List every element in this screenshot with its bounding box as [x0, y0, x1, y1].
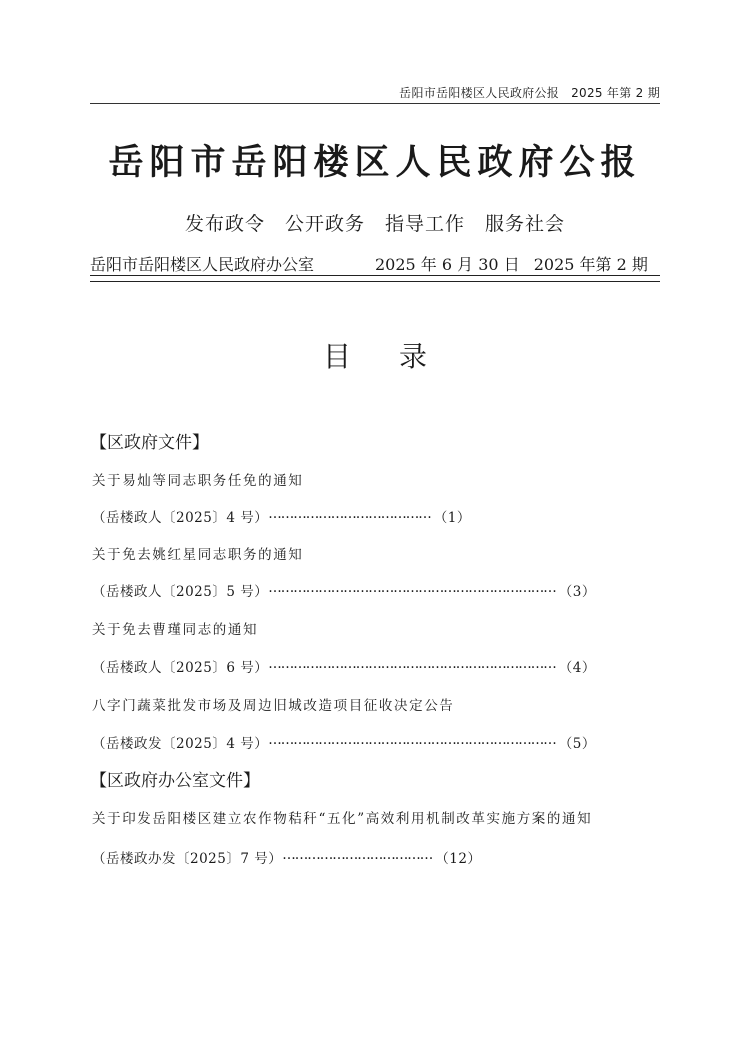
- toc-entry-page: （12）: [435, 851, 482, 867]
- toc-entry-title[interactable]: 关于免去曹瑾同志的通知: [92, 622, 259, 638]
- toc-entry-page: （4）: [558, 660, 596, 676]
- masthead-issuer: 岳阳市岳阳楼区人民政府办公室: [90, 255, 315, 274]
- toc-entry-page: （3）: [558, 584, 596, 600]
- toc-entry-leader: ……………………………………………………………: [268, 732, 556, 748]
- toc-entry-leader: ……………………………………………………………: [268, 580, 556, 596]
- toc-entry-ref-line[interactable]: [92, 506, 471, 526]
- masthead-motto: 发布政令 公开政务 指导工作 服务社会: [184, 213, 565, 235]
- masthead-rule-thick: [90, 275, 660, 282]
- toc-entry-ref: （岳楼政办发〔2025〕7 号）: [92, 851, 283, 867]
- toc-entry-title[interactable]: 关于免去姚红星同志职务的通知: [92, 547, 304, 563]
- toc-entry-ref-line[interactable]: [92, 847, 481, 867]
- masthead-issue: 2025 年第 2 期: [533, 255, 648, 274]
- toc-entry-title[interactable]: 关于印发岳阳楼区建立农作物秸秆“五化”高效利用机制改革实施方案的通知: [92, 811, 593, 827]
- toc-entry-title[interactable]: 关于易灿等同志职务任免的通知: [92, 473, 304, 489]
- toc-entry-ref-line[interactable]: [92, 656, 596, 676]
- section-heading-district-government: 【区政府文件】: [90, 433, 209, 453]
- toc-entry-ref-line[interactable]: [92, 732, 596, 752]
- masthead-title: 岳阳市岳阳楼区人民政府公报: [108, 142, 642, 183]
- masthead-date-issue: [375, 252, 648, 275]
- toc-title: 目录: [322, 340, 475, 373]
- toc-entry-page: （1）: [433, 510, 471, 526]
- running-header-publication: 岳阳市岳阳楼区人民政府公报: [399, 86, 560, 100]
- toc-entry-ref: （岳楼政人〔2025〕5 号）: [92, 584, 269, 600]
- toc-entry-leader: ……………………………………………………………: [268, 656, 556, 672]
- toc-entry-ref: （岳楼政人〔2025〕6 号）: [92, 660, 269, 676]
- running-header: [90, 84, 660, 101]
- masthead-date: 2025 年 6 月 30 日: [375, 255, 520, 274]
- toc-entry-ref: （岳楼政人〔2025〕4 号）: [92, 510, 269, 526]
- toc-entry-page: （5）: [558, 736, 596, 752]
- toc-entry-leader: …………………………………: [268, 506, 431, 522]
- toc-entry-ref-line[interactable]: [92, 580, 596, 600]
- toc-entry-title[interactable]: 八字门蔬菜批发市场及周边旧城改造项目征收决定公告: [92, 698, 455, 714]
- section-heading-district-office: 【区政府办公室文件】: [90, 771, 260, 791]
- running-header-issue: 2025 年第 2 期: [571, 86, 660, 100]
- header-rule: [90, 103, 660, 104]
- toc-entry-leader: ………………………………: [282, 847, 433, 863]
- toc-entry-ref: （岳楼政发〔2025〕4 号）: [92, 736, 269, 752]
